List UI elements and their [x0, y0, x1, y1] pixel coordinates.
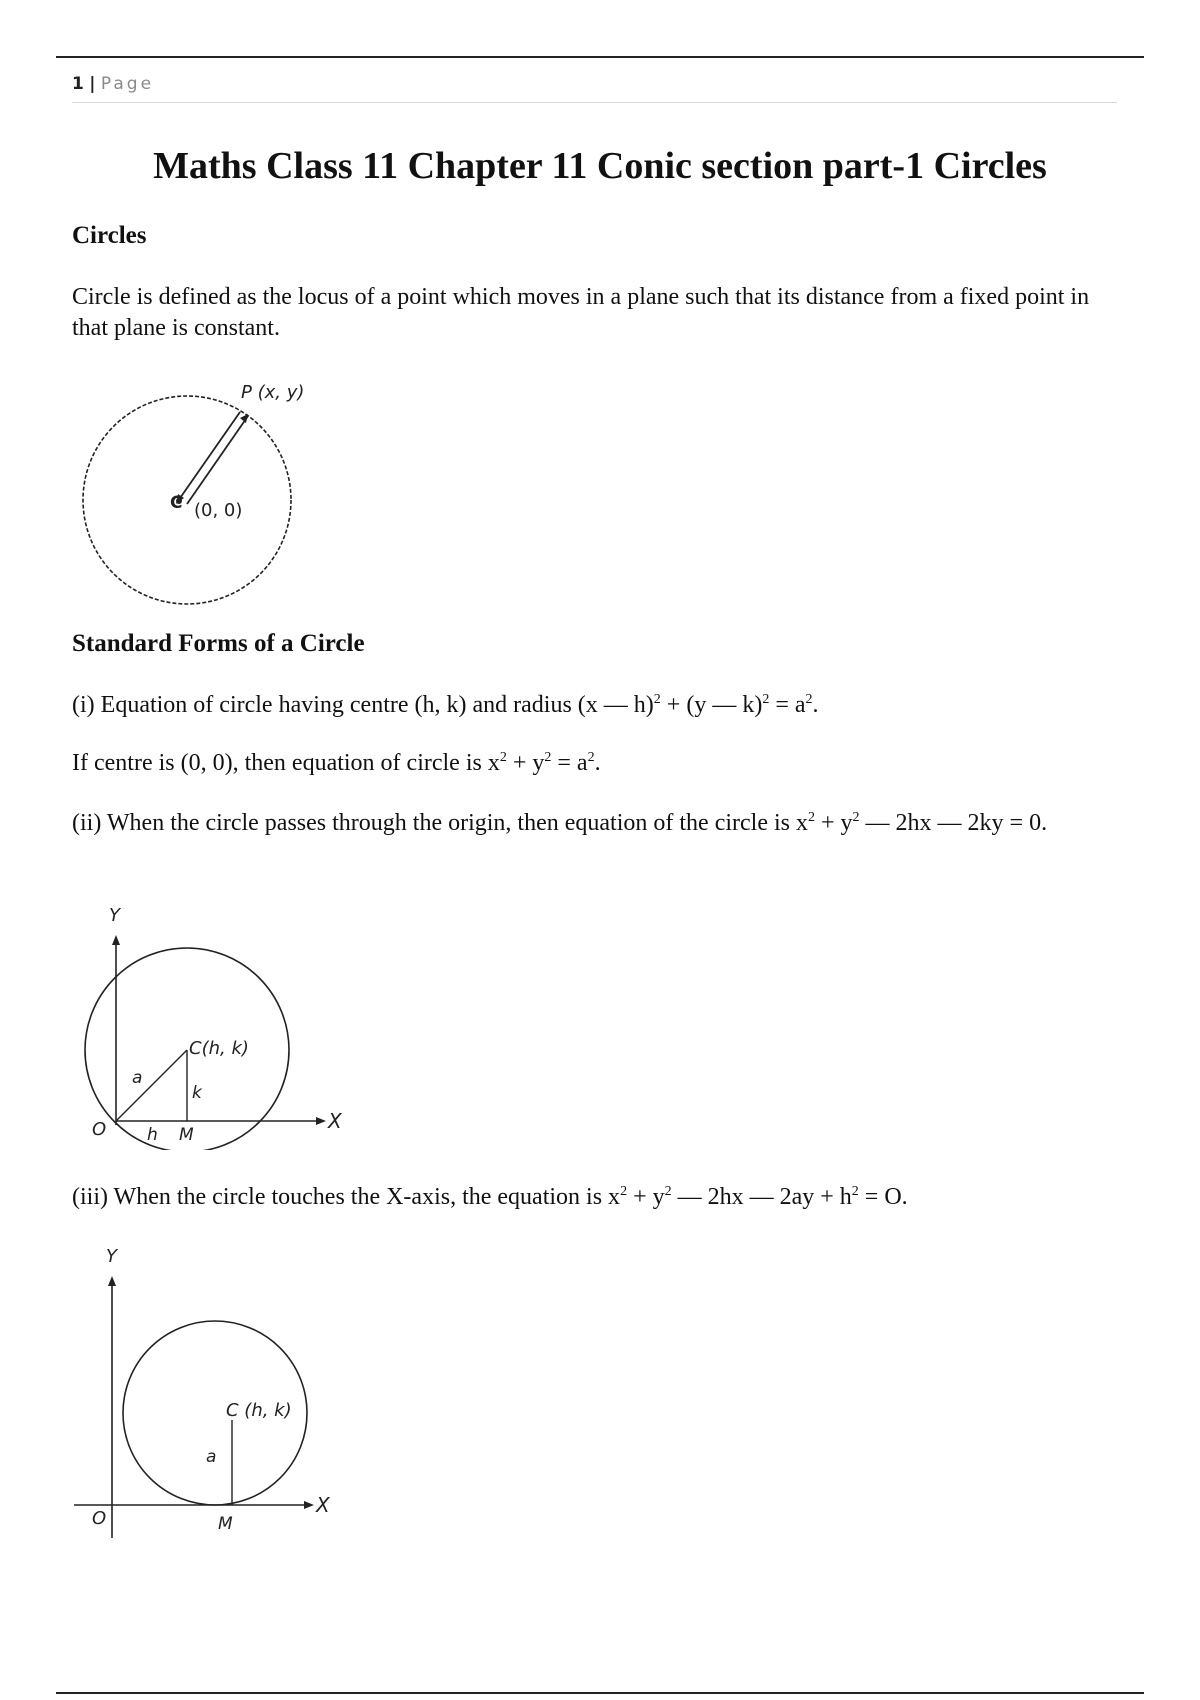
radius-arrow-line [187, 416, 248, 504]
section-heading-standard-forms: Standard Forms of a Circle [72, 630, 365, 657]
eq3-text-d: = O. [858, 1184, 908, 1210]
page-number: 1 [72, 74, 84, 94]
radius-line [116, 1050, 187, 1121]
y-axis-label: Y [106, 1246, 117, 1267]
eq2-exp-b: 2 [852, 810, 860, 825]
figure-circle-origin [70, 370, 330, 610]
h-label: h [147, 1125, 158, 1145]
x-axis-label: X [316, 1493, 330, 1517]
centre-letter-label: C [170, 493, 183, 513]
page-word: Page [100, 74, 155, 94]
foot-label: M [218, 1514, 233, 1534]
equation-touches-x-axis [72, 1182, 1112, 1213]
y-axis-arrowhead [108, 1276, 116, 1286]
eq3-exp-a: 2 [620, 1184, 628, 1199]
x-axis-label: X [328, 1109, 342, 1133]
eq1-text-c: = a [769, 692, 806, 718]
eq1b-text-d: . [594, 750, 601, 776]
bottom-rule [56, 1692, 1144, 1694]
page-header [72, 70, 1117, 103]
eq1b-text-c: = a [551, 750, 588, 776]
origin-label: O [92, 1508, 107, 1529]
section-heading-circles: Circles [72, 222, 147, 249]
eq1-text-a: (i) Equation of circle having centre (h, k) and radius (x — h) [72, 692, 654, 718]
eq3-exp-c: 2 [851, 1184, 859, 1199]
eq2-text-a: (ii) When the circle passes through the origin, then equation of the circle is x [72, 810, 808, 836]
eq1-exp-a: 2 [653, 692, 661, 707]
equation-through-origin [72, 808, 1112, 839]
equation-general-centre [72, 690, 1112, 721]
eq2-exp-a: 2 [808, 810, 815, 825]
eq1-exp-b: 2 [762, 692, 770, 707]
centre-coords-label: (0, 0) [194, 500, 243, 521]
equation-origin-centre [72, 748, 1112, 779]
y-axis-arrowhead [112, 935, 120, 945]
figure-circle-touching-x-axis [70, 1240, 370, 1540]
figure-circle-through-origin [80, 895, 400, 1150]
eq1-text-b: + (y — k) [660, 692, 763, 718]
radius-label: a [132, 1068, 143, 1088]
foot-label: M [179, 1125, 194, 1145]
x-axis-arrowhead [304, 1501, 314, 1509]
document-title: Maths Class 11 Chapter 11 Conic section part-1 Circles [153, 145, 1047, 187]
eq1b-exp-b: 2 [544, 750, 552, 765]
eq3-text-a: (iii) When the circle touches the X-axis, the equation is x [72, 1184, 621, 1210]
radius-label: a [206, 1447, 217, 1467]
x-axis-arrowhead [316, 1117, 326, 1125]
eq1-exp-c: 2 [805, 692, 813, 707]
y-axis-label: Y [109, 905, 120, 926]
eq1b-exp-c: 2 [587, 750, 595, 765]
eq3-text-c: — 2hx — 2ay + h [671, 1184, 852, 1210]
eq2-text-c: — 2hx — 2ky = 0. [859, 810, 1048, 836]
eq3-text-b: + y [627, 1184, 665, 1210]
eq2-text-b: + y [815, 810, 853, 836]
circle-outline [83, 396, 291, 604]
eq1b-text-b: + y [506, 750, 545, 776]
eq1b-text-a: If centre is (0, 0), then equation of circle is x [72, 750, 500, 776]
centre-label: C (h, k) [226, 1400, 292, 1421]
circle-definition: Circle is defined as the locus of a point which moves in a plane such that its distance from a fixed point in that plane is constant. [72, 284, 1090, 341]
top-rule [56, 56, 1144, 58]
eq1b-exp-a: 2 [499, 750, 507, 765]
page-separator: | [89, 74, 96, 94]
eq1-text-d: . [812, 692, 819, 718]
eq3-exp-b: 2 [664, 1184, 672, 1199]
radius-line [178, 412, 240, 501]
centre-label: C(h, k) [189, 1038, 249, 1059]
origin-label: O [92, 1119, 107, 1140]
height-label: k [192, 1083, 202, 1103]
point-p-label: P (x, y) [241, 382, 305, 403]
